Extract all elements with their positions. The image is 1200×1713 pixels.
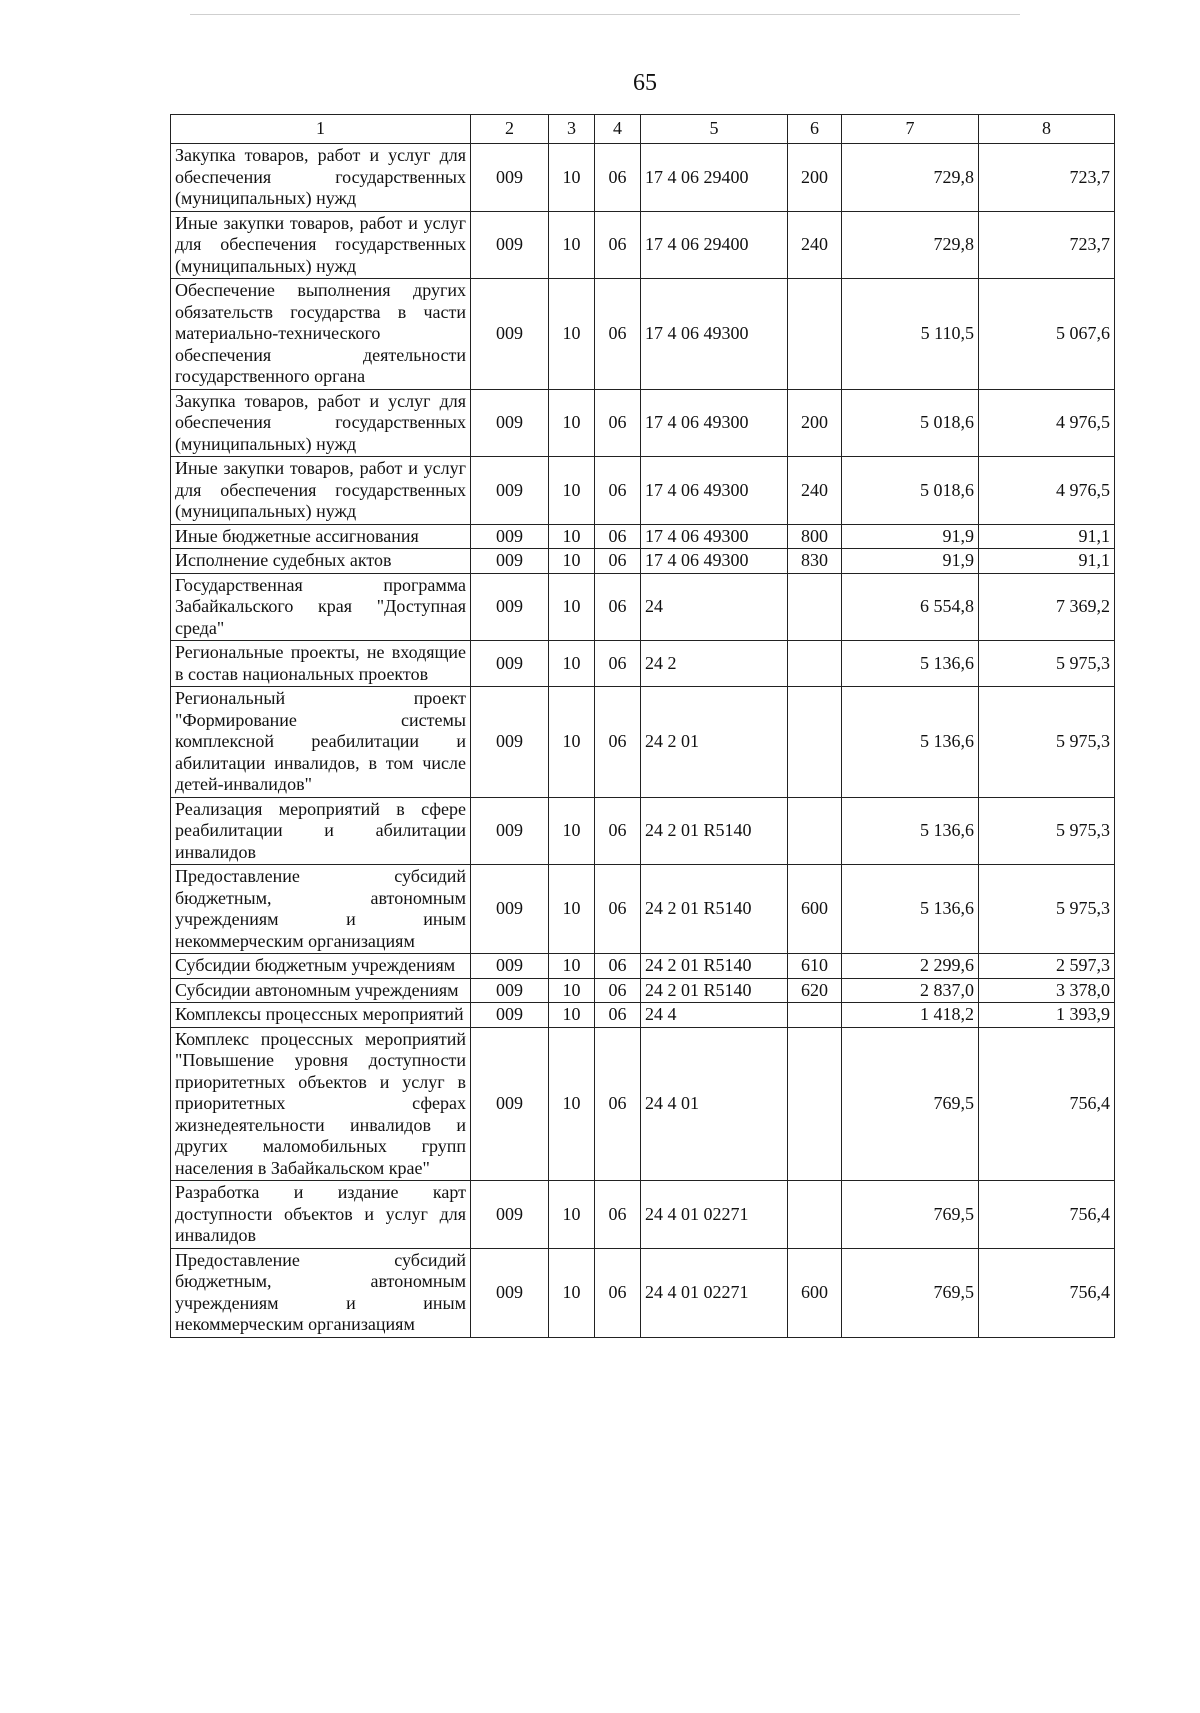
table-row — [171, 1181, 1115, 1249]
cell-expense-type — [788, 573, 842, 641]
cell-section-code: 10 — [549, 797, 595, 865]
row-description: Государственная программа Забайкальского края "Доступная среда" — [171, 573, 471, 641]
cell-target-article: 24 2 01 R5140 — [641, 978, 788, 1003]
table-body — [171, 144, 1115, 1338]
cell-amount-year-2: 5 975,3 — [979, 865, 1115, 954]
cell-ministry-code: 009 — [471, 978, 549, 1003]
row-description: Субсидии бюджетным учреждениям — [171, 954, 471, 979]
cell-ministry-code: 009 — [471, 524, 549, 549]
cell-section-code: 10 — [549, 389, 595, 457]
cell-ministry-code: 009 — [471, 1027, 549, 1181]
cell-target-article: 24 4 — [641, 1003, 788, 1028]
table-row — [171, 549, 1115, 574]
cell-subsection-code: 06 — [595, 1248, 641, 1337]
table-row — [171, 1003, 1115, 1028]
table-row — [171, 687, 1115, 798]
cell-amount-year-1: 91,9 — [842, 549, 979, 574]
table-row — [171, 1248, 1115, 1337]
cell-section-code: 10 — [549, 457, 595, 525]
cell-amount-year-2: 723,7 — [979, 211, 1115, 279]
cell-ministry-code: 009 — [471, 389, 549, 457]
cell-expense-type: 800 — [788, 524, 842, 549]
row-description: Иные закупки товаров, работ и услуг для обеспечения государственных (муниципальных) нужд — [171, 211, 471, 279]
cell-subsection-code: 06 — [595, 549, 641, 574]
header-row — [171, 115, 1115, 144]
row-description: Исполнение судебных актов — [171, 549, 471, 574]
cell-ministry-code: 009 — [471, 641, 549, 687]
cell-section-code: 10 — [549, 1003, 595, 1028]
cell-ministry-code: 009 — [471, 1248, 549, 1337]
cell-section-code: 10 — [549, 1248, 595, 1337]
cell-amount-year-2: 4 976,5 — [979, 457, 1115, 525]
cell-subsection-code: 06 — [595, 1027, 641, 1181]
cell-amount-year-1: 769,5 — [842, 1248, 979, 1337]
cell-ministry-code: 009 — [471, 144, 549, 212]
table-row — [171, 865, 1115, 954]
cell-amount-year-1: 5 018,6 — [842, 389, 979, 457]
cell-target-article: 17 4 06 49300 — [641, 457, 788, 525]
row-description: Предоставление субсидий бюджетным, автономным учреждениям и иным некоммерческим организациям — [171, 865, 471, 954]
cell-expense-type: 620 — [788, 978, 842, 1003]
budget-table — [170, 114, 1115, 1338]
table-row — [171, 797, 1115, 865]
cell-target-article: 24 4 01 02271 — [641, 1181, 788, 1249]
cell-section-code: 10 — [549, 144, 595, 212]
cell-expense-type — [788, 1027, 842, 1181]
cell-amount-year-1: 1 418,2 — [842, 1003, 979, 1028]
cell-amount-year-1: 729,8 — [842, 211, 979, 279]
cell-section-code: 10 — [549, 1181, 595, 1249]
cell-subsection-code: 06 — [595, 279, 641, 390]
cell-subsection-code: 06 — [595, 978, 641, 1003]
row-description: Закупка товаров, работ и услуг для обеспечения государственных (муниципальных) нужд — [171, 144, 471, 212]
cell-amount-year-2: 756,4 — [979, 1027, 1115, 1181]
cell-section-code: 10 — [549, 954, 595, 979]
cell-section-code: 10 — [549, 641, 595, 687]
cell-section-code: 10 — [549, 524, 595, 549]
cell-amount-year-1: 769,5 — [842, 1181, 979, 1249]
cell-target-article: 24 2 — [641, 641, 788, 687]
row-description: Региональные проекты, не входящие в состав национальных проектов — [171, 641, 471, 687]
table-row — [171, 954, 1115, 979]
scan-artifact-line — [190, 14, 1020, 15]
cell-expense-type: 600 — [788, 865, 842, 954]
row-description: Закупка товаров, работ и услуг для обеспечения государственных (муниципальных) нужд — [171, 389, 471, 457]
cell-ministry-code: 009 — [471, 279, 549, 390]
cell-expense-type: 240 — [788, 457, 842, 525]
row-description: Предоставление субсидий бюджетным, автономным учреждениям и иным некоммерческим организациям — [171, 1248, 471, 1337]
cell-expense-type — [788, 641, 842, 687]
cell-amount-year-2: 5 975,3 — [979, 797, 1115, 865]
cell-subsection-code: 06 — [595, 389, 641, 457]
cell-subsection-code: 06 — [595, 641, 641, 687]
cell-expense-type: 200 — [788, 144, 842, 212]
cell-amount-year-2: 5 975,3 — [979, 687, 1115, 798]
cell-ministry-code: 009 — [471, 865, 549, 954]
cell-target-article: 24 2 01 R5140 — [641, 865, 788, 954]
cell-subsection-code: 06 — [595, 865, 641, 954]
cell-amount-year-2: 756,4 — [979, 1248, 1115, 1337]
table-row — [171, 573, 1115, 641]
cell-expense-type — [788, 279, 842, 390]
column-header-4: 4 — [595, 115, 641, 144]
cell-expense-type: 200 — [788, 389, 842, 457]
table-row — [171, 978, 1115, 1003]
table-row — [171, 144, 1115, 212]
cell-amount-year-2: 91,1 — [979, 549, 1115, 574]
cell-subsection-code: 06 — [595, 573, 641, 641]
cell-target-article: 24 2 01 R5140 — [641, 954, 788, 979]
column-header-8: 8 — [979, 115, 1115, 144]
cell-target-article: 17 4 06 49300 — [641, 389, 788, 457]
table-row — [171, 1027, 1115, 1181]
row-description: Региональный проект "Формирование системы комплексной реабилитации и абилитации инвалидов, в том числе детей-инвалидов" — [171, 687, 471, 798]
cell-subsection-code: 06 — [595, 211, 641, 279]
row-description: Иные закупки товаров, работ и услуг для обеспечения государственных (муниципальных) нужд — [171, 457, 471, 525]
column-header-6: 6 — [788, 115, 842, 144]
cell-ministry-code: 009 — [471, 549, 549, 574]
cell-target-article: 17 4 06 29400 — [641, 144, 788, 212]
cell-subsection-code: 06 — [595, 954, 641, 979]
cell-ministry-code: 009 — [471, 687, 549, 798]
cell-amount-year-1: 5 136,6 — [842, 641, 979, 687]
cell-amount-year-2: 5 067,6 — [979, 279, 1115, 390]
cell-amount-year-2: 2 597,3 — [979, 954, 1115, 979]
cell-amount-year-2: 4 976,5 — [979, 389, 1115, 457]
cell-ministry-code: 009 — [471, 797, 549, 865]
column-header-2: 2 — [471, 115, 549, 144]
cell-expense-type: 610 — [788, 954, 842, 979]
cell-target-article: 17 4 06 49300 — [641, 549, 788, 574]
cell-amount-year-2: 91,1 — [979, 524, 1115, 549]
row-description: Иные бюджетные ассигнования — [171, 524, 471, 549]
cell-amount-year-2: 756,4 — [979, 1181, 1115, 1249]
row-description: Комплексы процессных мероприятий — [171, 1003, 471, 1028]
cell-amount-year-1: 769,5 — [842, 1027, 979, 1181]
cell-section-code: 10 — [549, 687, 595, 798]
cell-amount-year-1: 5 018,6 — [842, 457, 979, 525]
cell-amount-year-1: 729,8 — [842, 144, 979, 212]
cell-amount-year-2: 1 393,9 — [979, 1003, 1115, 1028]
cell-expense-type: 240 — [788, 211, 842, 279]
cell-subsection-code: 06 — [595, 797, 641, 865]
cell-target-article: 24 4 01 02271 — [641, 1248, 788, 1337]
cell-target-article: 24 — [641, 573, 788, 641]
cell-ministry-code: 009 — [471, 211, 549, 279]
cell-amount-year-1: 5 136,6 — [842, 865, 979, 954]
cell-section-code: 10 — [549, 1027, 595, 1181]
cell-expense-type: 830 — [788, 549, 842, 574]
table-row — [171, 641, 1115, 687]
cell-target-article: 24 2 01 — [641, 687, 788, 798]
table-row — [171, 524, 1115, 549]
cell-section-code: 10 — [549, 279, 595, 390]
column-header-1: 1 — [171, 115, 471, 144]
cell-subsection-code: 06 — [595, 1181, 641, 1249]
row-description: Комплекс процессных мероприятий "Повышение уровня доступности приоритетных объектов и услуг в приоритетных сферах жизнедеятельности инвалидов и других маломобильных групп населения в Забайкальском крае" — [171, 1027, 471, 1181]
cell-section-code: 10 — [549, 978, 595, 1003]
row-description: Реализация мероприятий в сфере реабилитации и абилитации инвалидов — [171, 797, 471, 865]
column-header-5: 5 — [641, 115, 788, 144]
cell-expense-type — [788, 687, 842, 798]
cell-ministry-code: 009 — [471, 1003, 549, 1028]
cell-section-code: 10 — [549, 573, 595, 641]
cell-expense-type: 600 — [788, 1248, 842, 1337]
table-row — [171, 279, 1115, 390]
cell-amount-year-1: 2 837,0 — [842, 978, 979, 1003]
cell-ministry-code: 009 — [471, 954, 549, 979]
cell-amount-year-2: 723,7 — [979, 144, 1115, 212]
row-description: Субсидии автономным учреждениям — [171, 978, 471, 1003]
cell-section-code: 10 — [549, 865, 595, 954]
cell-amount-year-1: 5 136,6 — [842, 797, 979, 865]
cell-target-article: 24 2 01 R5140 — [641, 797, 788, 865]
cell-ministry-code: 009 — [471, 1181, 549, 1249]
cell-expense-type — [788, 1003, 842, 1028]
cell-amount-year-2: 5 975,3 — [979, 641, 1115, 687]
cell-section-code: 10 — [549, 211, 595, 279]
table-row — [171, 389, 1115, 457]
cell-target-article: 24 4 01 — [641, 1027, 788, 1181]
cell-subsection-code: 06 — [595, 457, 641, 525]
cell-ministry-code: 009 — [471, 457, 549, 525]
cell-amount-year-2: 7 369,2 — [979, 573, 1115, 641]
cell-target-article: 17 4 06 49300 — [641, 279, 788, 390]
table-row — [171, 211, 1115, 279]
cell-subsection-code: 06 — [595, 144, 641, 212]
cell-section-code: 10 — [549, 549, 595, 574]
cell-amount-year-1: 91,9 — [842, 524, 979, 549]
row-description: Разработка и издание карт доступности объектов и услуг для инвалидов — [171, 1181, 471, 1249]
row-description: Обеспечение выполнения других обязательств государства в части материально-технического обеспечения деятельности государственного органа — [171, 279, 471, 390]
cell-amount-year-1: 6 554,8 — [842, 573, 979, 641]
cell-target-article: 17 4 06 29400 — [641, 211, 788, 279]
cell-subsection-code: 06 — [595, 1003, 641, 1028]
cell-ministry-code: 009 — [471, 573, 549, 641]
cell-expense-type — [788, 1181, 842, 1249]
cell-expense-type — [788, 797, 842, 865]
cell-amount-year-1: 5 110,5 — [842, 279, 979, 390]
column-header-7: 7 — [842, 115, 979, 144]
cell-amount-year-1: 5 136,6 — [842, 687, 979, 798]
cell-target-article: 17 4 06 49300 — [641, 524, 788, 549]
column-header-3: 3 — [549, 115, 595, 144]
page-number: 65 — [633, 70, 657, 96]
cell-subsection-code: 06 — [595, 687, 641, 798]
cell-amount-year-2: 3 378,0 — [979, 978, 1115, 1003]
cell-subsection-code: 06 — [595, 524, 641, 549]
cell-amount-year-1: 2 299,6 — [842, 954, 979, 979]
table-row — [171, 457, 1115, 525]
